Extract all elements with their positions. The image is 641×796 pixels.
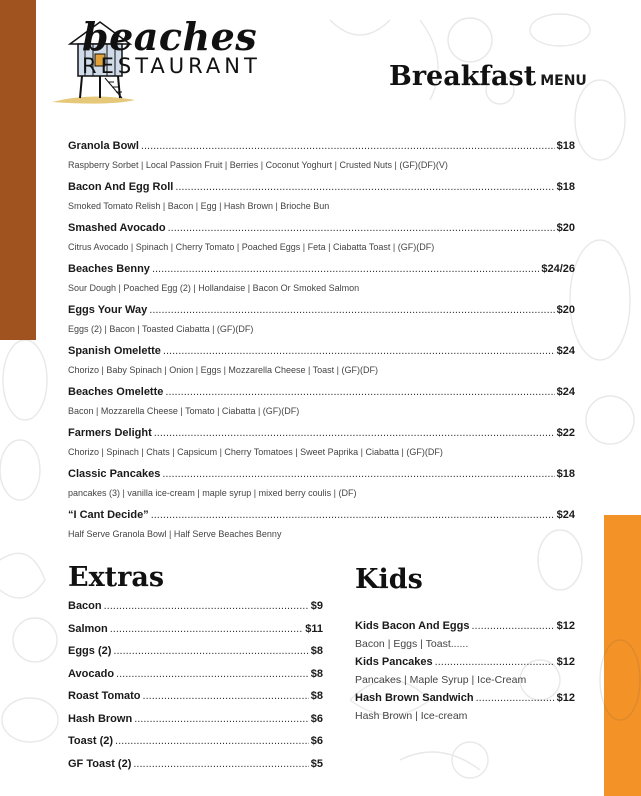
item-name: Kids Bacon And Eggs [355,620,470,632]
item-price: $9 [310,600,323,612]
item-name: Beaches Omelette [68,386,164,398]
menu-item-row [68,140,575,156]
item-description: Chorizo | Baby Spinach | Onion | Eggs | Mozzarella Cheese | Toast | (GF)(DF) [68,365,378,375]
menu-item [68,263,575,304]
item-price: $6 [310,712,323,725]
dot-leader [175,181,554,193]
brand-name: beaches [82,14,258,59]
dot-leader [143,690,309,702]
item-name: Spanish Omelette [68,345,161,357]
dot-leader [162,468,554,480]
item-name: Smashed Avocado [68,222,166,234]
dot-leader [476,692,555,704]
menu-item-row [68,713,323,736]
item-name: Salmon [68,622,108,635]
item-price: $20 [556,304,575,316]
item-name: Avocado [68,667,115,680]
item-price: $24 [556,509,575,521]
menu-item [68,509,575,550]
item-description: Chorizo | Spinach | Chats | Capsicum | Cherry Tomatoes | Sweet Paprika | Ciabatta | (GF)(DF) [68,447,443,457]
menu-item-row [68,735,323,758]
menu-item-row [68,386,575,402]
item-price: $20 [556,222,575,234]
dot-leader [472,620,555,632]
dot-leader [133,758,308,770]
page-title-main: Breakfast [389,61,537,92]
item-name: Hash Brown Sandwich [355,692,474,704]
item-price: $8 [310,645,323,657]
kids-item [355,620,575,650]
dot-leader [110,623,304,635]
item-price: $11 [305,622,323,635]
menu-item-row [68,468,575,484]
menu-item-row [68,304,575,320]
menu-item [68,140,575,181]
item-price: $5 [310,757,323,770]
breakfast-menu-list [68,140,575,550]
item-name: Classic Pancakes [68,468,161,480]
item-name: GF Toast (2) [68,757,132,770]
dot-leader [165,386,554,398]
menu-item-row [68,509,575,525]
menu-item-row [68,623,323,646]
menu-item-row [68,600,323,623]
menu-item-row [68,645,323,668]
dot-leader [149,304,554,316]
menu-item [68,468,575,509]
dot-leader [116,668,309,680]
item-name: Hash Brown [68,712,133,725]
item-name: Beaches Benny [68,263,150,275]
menu-item-row [355,620,575,635]
item-name: Roast Tomato [68,690,141,702]
item-price: $24/26 [541,263,575,275]
dot-leader [115,735,309,747]
item-price: $6 [310,735,323,747]
item-description: Pancakes | Maple Syrup | Ice-Cream [355,674,527,686]
extras-list [68,600,323,780]
item-description: Smoked Tomato Relish | Bacon | Egg | Hash Brown | Brioche Bun [68,201,330,211]
item-price: $12 [556,692,575,704]
menu-item-row [355,692,575,707]
item-description: Bacon | Eggs | Toast...... [355,638,469,650]
item-price: $8 [310,690,323,702]
item-description: pancakes (3) | vanilla ice-cream | maple syrup | mixed berry coulis | (DF) [68,488,357,498]
dot-leader [152,263,539,275]
kids-title: Kids [355,564,423,595]
dot-leader [113,645,308,657]
item-name: Toast (2) [68,735,114,747]
menu-item [68,386,575,427]
menu-item-row [68,758,323,781]
dot-leader [104,600,309,612]
item-description: Bacon | Mozzarella Cheese | Tomato | Ciabatta | (GF)(DF) [68,406,300,416]
menu-item-row [68,690,323,713]
kids-item [355,656,575,686]
item-name: Granola Bowl [68,140,139,152]
menu-item-row [68,345,575,361]
item-description: Eggs (2) | Bacon | Toasted Ciabatta | (GF)(DF) [68,324,254,334]
item-price: $12 [556,620,575,632]
menu-item-row [68,181,575,197]
menu-item-row [68,668,323,691]
item-price: $24 [556,386,575,398]
item-description: Sour Dough | Poached Egg (2) | Hollandaise | Bacon Or Smoked Salmon [68,283,360,293]
item-description: Hash Brown | Ice-cream [355,710,468,722]
dot-leader [141,140,555,152]
item-price: $24 [556,345,575,357]
menu-item [68,427,575,468]
menu-item-row [355,656,575,671]
kids-item [355,692,575,722]
menu-item [68,304,575,345]
dot-leader [134,713,309,725]
menu-item-row [68,263,575,279]
item-description: Raspberry Sorbet | Local Passion Fruit | Berries | Coconut Yoghurt | Crusted Nuts | (GF)(DF)(V) [68,160,448,170]
dot-leader [168,222,555,234]
item-name: Bacon And Egg Roll [68,181,174,193]
brand-subtitle: RESTAURANT [82,54,261,78]
item-name: Bacon [68,600,102,612]
item-description: Citrus Avocado | Spinach | Cherry Tomato | Poached Eggs | Feta | Ciabatta Toast | (GF)(DF) [68,242,435,252]
dot-leader [154,427,555,439]
menu-item [68,222,575,263]
menu-item [68,345,575,386]
menu-item-row [68,222,575,238]
item-name: “I Cant Decide” [68,509,149,521]
item-price: $22 [556,427,575,439]
item-name: Eggs Your Way [68,304,148,316]
page-title-sub: MENU [540,73,587,89]
item-price: $8 [310,667,323,680]
menu-item [68,181,575,222]
item-name: Kids Pancakes [355,656,433,668]
dot-leader [163,345,555,357]
item-name: Eggs (2) [68,645,112,657]
item-price: $18 [556,140,575,152]
item-price: $18 [556,181,575,193]
dot-leader [435,656,555,668]
item-name: Farmers Delight [68,427,152,439]
menu-item-row [68,427,575,443]
item-price: $18 [556,468,575,480]
extras-title: Extras [68,562,165,593]
item-price: $12 [556,656,575,668]
page-title [389,61,587,92]
kids-list [355,620,575,728]
item-description: Half Serve Granola Bowl | Half Serve Beaches Benny [68,529,282,539]
dot-leader [151,509,555,521]
